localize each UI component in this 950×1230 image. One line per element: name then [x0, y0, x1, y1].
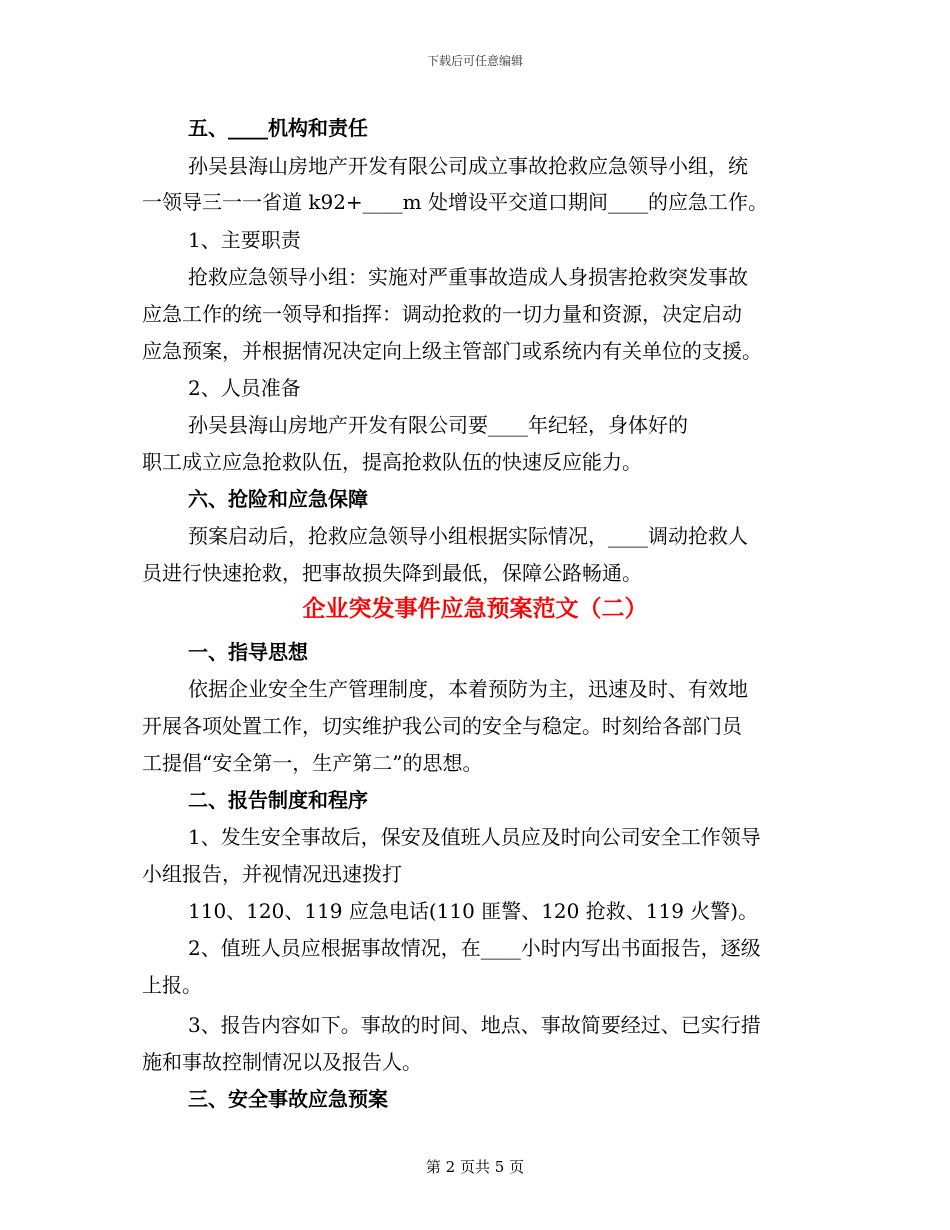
section-heading-1: 一、指导思想 [188, 640, 308, 664]
paragraph-line: 预案启动后，抢救应急领导小组根据实际情况，____调动抢救人 [188, 524, 748, 548]
section-heading-6: 六、抢险和应急保障 [188, 487, 368, 511]
paragraph-line: 1、发生安全事故后，保安及值班人员应及时向公司安全工作领导 [188, 825, 761, 849]
paragraph-line: 应急预案，并根据情况决定向上级主管部门或系统内有关单位的支援。 [142, 339, 762, 363]
section-heading-2: 二、报告制度和程序 [188, 788, 368, 812]
paragraph-line: 小组报告，并视情况迅速拨打 [142, 862, 402, 886]
paragraph-line: 孙吴县海山房地产开发有限公司成立事故抢救应急领导小组，统 [188, 154, 748, 178]
paragraph-line: 110、120、119 应急电话(110 匪警、120 抢救、119 火警)。 [188, 899, 759, 923]
page-number: 第 2 页共 5 页 [425, 1158, 525, 1176]
document-title: 企业突发事件应急预案范文（二） [302, 595, 648, 622]
paragraph-line: 员进行快速抢救，把事故损失降到最低，保障公路畅通。 [142, 561, 642, 585]
subheading-staffing: 2、人员准备 [188, 376, 301, 400]
paragraph-line: 2、值班人员应根据事故情况，在____小时内写出书面报告，逐级 [188, 936, 761, 960]
paragraph-line: 工提倡“安全第一，生产第二”的思想。 [142, 751, 483, 775]
page-header: 下载后可任意编辑 [426, 54, 523, 68]
paragraph-line: 施和事故控制情况以及报告人。 [142, 1050, 422, 1074]
section-heading-3: 三、安全事故应急预案 [188, 1087, 388, 1111]
subheading-duties: 1、主要职责 [188, 228, 301, 252]
paragraph-line: 职工成立应急抢救队伍，提高抢救队伍的快速反应能力。 [142, 450, 642, 474]
paragraph-line: 一领导三一一省道 k92+____m 处增设平交道口期间____的应急工作。 [142, 190, 769, 214]
paragraph-line: 孙吴县海山房地产开发有限公司要____年纪轻，身体好的 [188, 413, 688, 437]
paragraph-line: 抢救应急领导小组：实施对严重事故造成人身损害抢救突发事故 [188, 265, 748, 289]
paragraph-line: 上报。 [142, 973, 202, 997]
paragraph-line: 依据企业安全生产管理制度，本着预防为主，迅速及时、有效地 [188, 677, 748, 701]
section-heading-5: 五、____机构和责任 [188, 116, 368, 140]
paragraph-line: 3、报告内容如下。事故的时间、地点、事故简要经过、已实行措 [188, 1013, 761, 1037]
paragraph-line: 开展各项处置工作，切实维护我公司的安全与稳定。时刻给各部门员 [142, 714, 742, 738]
paragraph-line: 应急工作的统一领导和指挥：调动抢救的一切力量和资源，决定启动 [142, 302, 742, 326]
